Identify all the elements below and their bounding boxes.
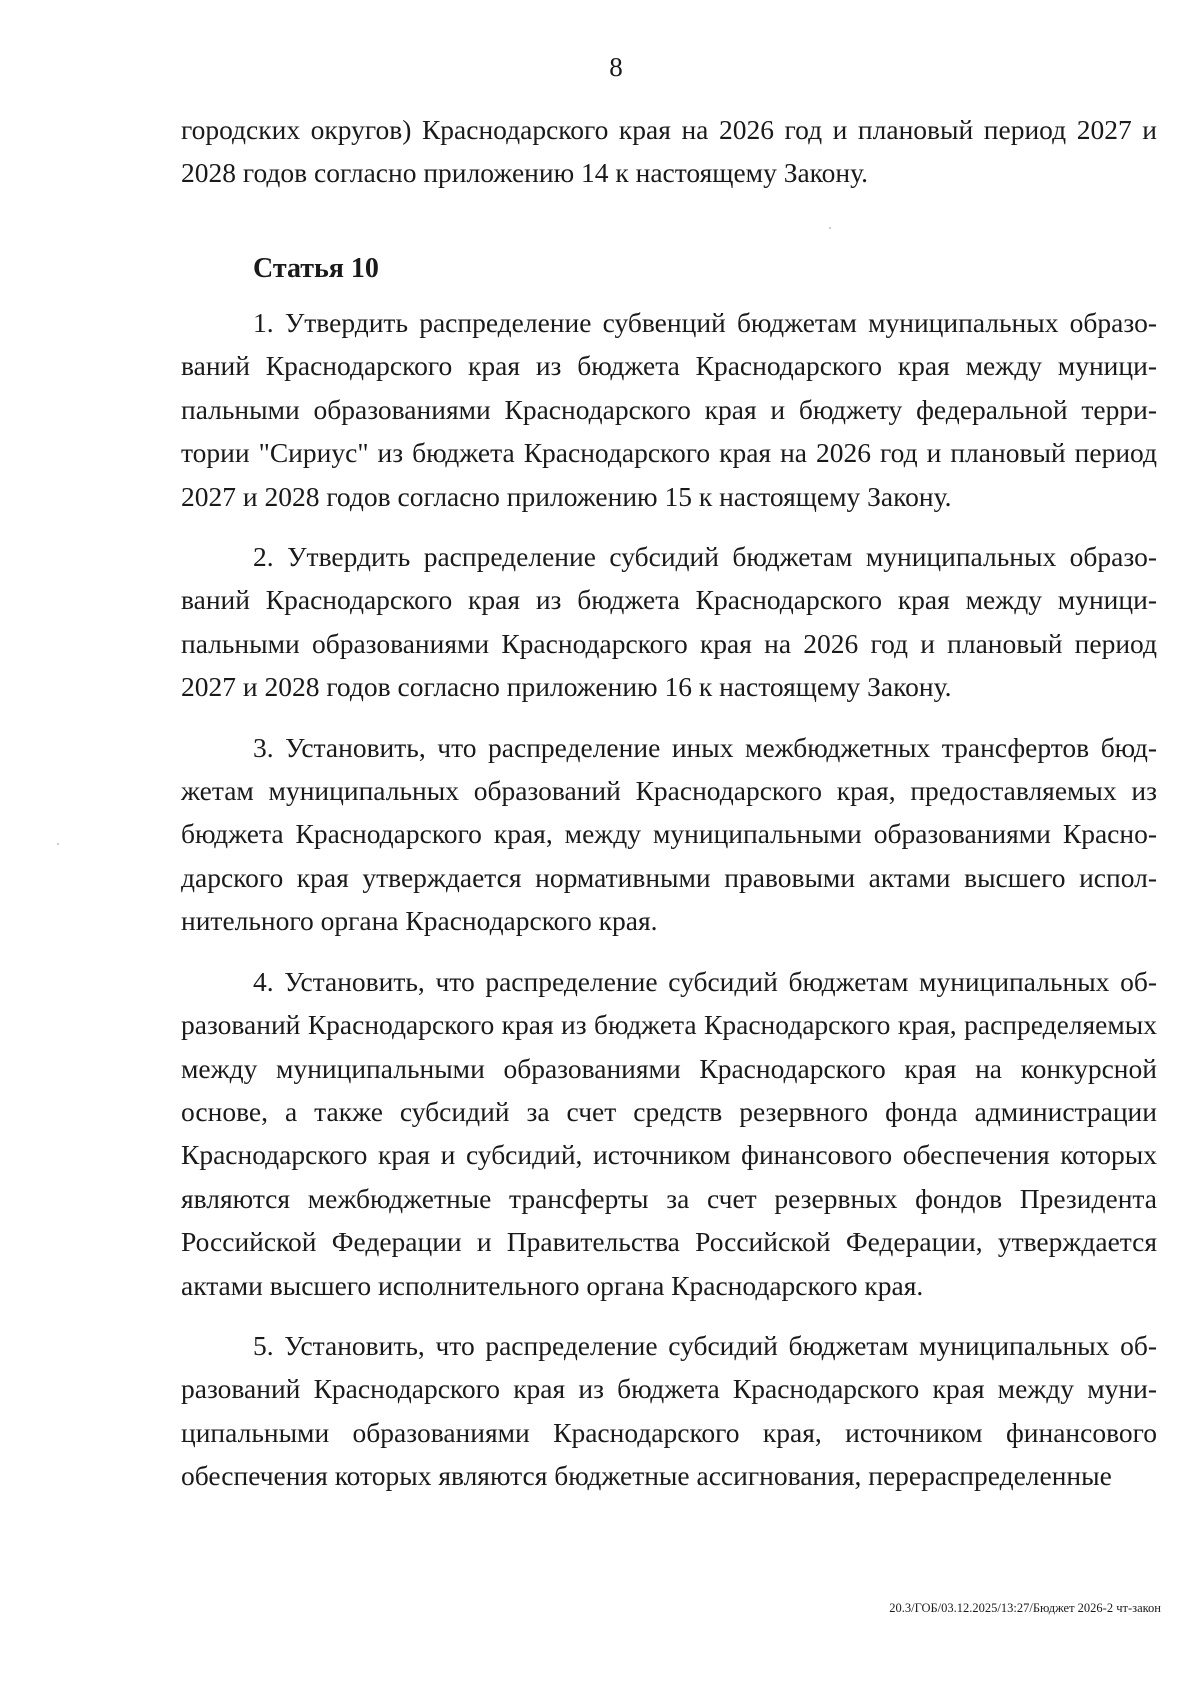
article-title: Статья 10 (253, 253, 379, 284)
paragraph-2: 2. Утвердить распределение субсидий бюджетам муниципальных образований Краснодарского края из бюджета Краснодарского края между муниципальными образованиями Краснодарского края на 2026 год и плановый период 2027 и 2028 годов согласно приложению 16 к настоящему Закону. (181, 541, 1157, 703)
intro-paragraph: городских округов) Краснодарского края на 2026 год и плановый период 2027 и 2028 годов согласно приложению 14 к настоящему Закону. (181, 114, 1157, 189)
paragraph-3: 3. Установить, что распределение иных межбюджетных трансфертов бюджетам муниципальных образований Краснодарского края, предоставляемых из бюджета Краснодарского края, между муниципальными образованиями Краснодарского края утверждается нормативными правовыми актами высшего исполнительного органа Краснодарского края. (181, 731, 1157, 937)
scan-speck (57, 843, 59, 845)
page-number: 8 (609, 52, 623, 82)
paragraph-4: 4. Установить, что распределение субсидий бюджетам муниципальных образований Краснодарского края из бюджета Краснодарского края, распределяемых между муниципальными образованиями Краснодарского края на конкурсной основе, а также субсидий за счет средств резервного фонда администрации Краснодарского края и субсидий, источником финансового обеспечения которых являются межбюджетные трансферты за счет резервных фондов Президента Российской Федерации и Правительства Российской Федерации, утверждается актами высшего исполнительного органа Краснодарского края. (181, 965, 1157, 1301)
article-body (181, 301, 1157, 1498)
footer-document-code: 20.3/ГОБ/03.12.2025/13:27/Бюджет 2026-2 чт-закон (889, 1601, 1161, 1615)
paragraph-1: 1. Утвердить распределение субвенций бюджетам муниципальных образований Краснодарского края из бюджета Краснодарского края между муниципальными образованиями Краснодарского края и бюджету федеральной территории "Сириус" из бюджета Краснодарского края на 2026 год и плановый период 2027 и 2028 годов согласно приложению 15 к настоящему Закону. (181, 307, 1157, 512)
paragraph-5: 5. Установить, что распределение субсидий бюджетам муниципальных образований Краснодарского края из бюджета Краснодарского края между муниципальными образованиями Краснодарского края, источником финансового обеспечения которых являются бюджетные ассигнования, перераспределенные (181, 1329, 1157, 1492)
scan-speck (829, 227, 831, 229)
